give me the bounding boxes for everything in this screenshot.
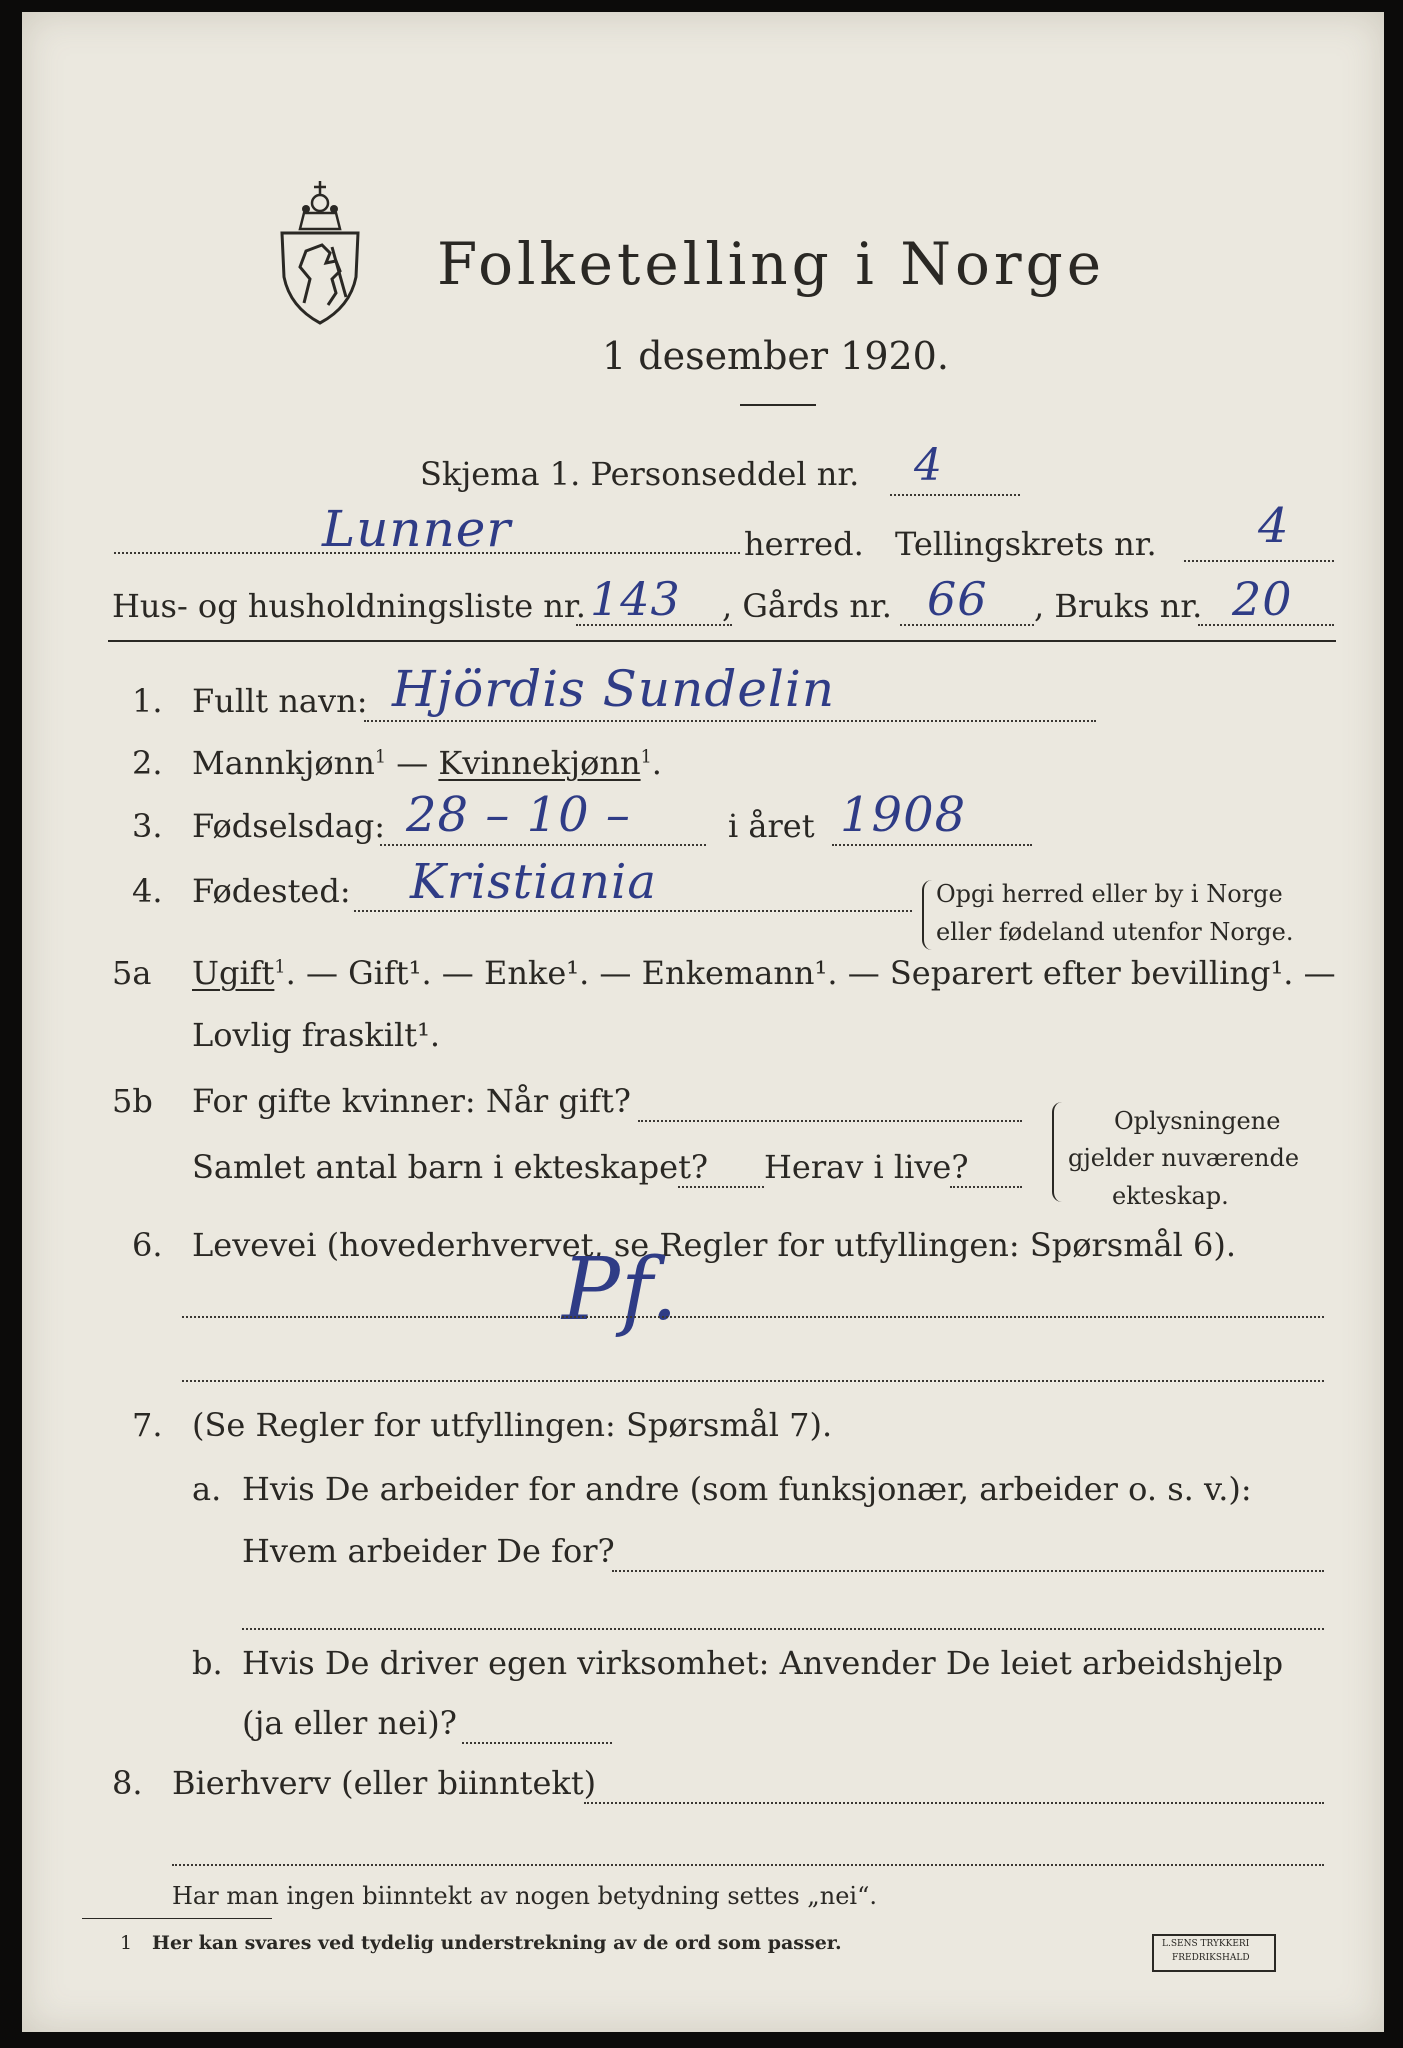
q7a-letter: a. xyxy=(192,1470,222,1508)
q5a-other-options: . — Gift¹. — Enke¹. — Enkemann¹. — Separert efter bevilling¹. — xyxy=(285,954,1336,992)
q4-label: Fødested: xyxy=(192,872,351,910)
header-rule xyxy=(108,640,1336,642)
q2-sex-options xyxy=(192,744,662,782)
gards-value: 66 xyxy=(927,572,988,626)
q4-note-line1: Opgi herred eller by i Norge xyxy=(936,880,1283,908)
gards-label: , Gårds nr. xyxy=(722,587,892,625)
q1-full-name-value: Hjördis Sundelin xyxy=(392,660,836,718)
q5a-number: 5a xyxy=(112,954,152,992)
q3-year-value: 1908 xyxy=(840,787,967,843)
printer-stamp-line1: L.SENS TRYKKERI xyxy=(1162,1939,1250,1949)
krets-value: 4 xyxy=(1258,498,1290,554)
q5a-ugift-underlined: Ugift xyxy=(192,954,275,992)
q5a-line2: Lovlig fraskilt¹. xyxy=(192,1016,441,1054)
q5a-marital-options xyxy=(192,954,1336,992)
q5b-line2: Samlet antal barn i ekteskapet? xyxy=(192,1148,709,1186)
q3-label: Fødselsdag: xyxy=(192,807,386,845)
q7a-field-line-1 xyxy=(612,1570,1324,1572)
hus-value: 143 xyxy=(590,572,681,626)
q3-number: 3. xyxy=(132,807,163,845)
q3-date-field-line xyxy=(380,844,706,846)
form-title: Folketelling i Norge xyxy=(437,230,1106,298)
q3-year-label: i året xyxy=(728,807,815,845)
q5b-children-field-line xyxy=(678,1186,764,1188)
q7a-field-line-2 xyxy=(242,1628,1324,1630)
q4-number: 4. xyxy=(132,872,163,910)
q7-label: (Se Regler for utfyllingen: Spørsmål 7). xyxy=(192,1406,833,1444)
q8-field-line-2 xyxy=(172,1864,1324,1866)
q7-number: 7. xyxy=(132,1406,163,1444)
printer-stamp xyxy=(1152,1934,1276,1972)
footnote-rule xyxy=(82,1918,272,1919)
q2-male-option: Mannkjønn xyxy=(192,744,375,782)
q2-number: 2. xyxy=(132,744,163,782)
q5b-note-brace xyxy=(1052,1102,1064,1202)
q2-female-option-underlined: Kvinnekjønn xyxy=(438,744,641,782)
q2-separator: — xyxy=(386,744,439,782)
q8-field-line-1 xyxy=(584,1802,1324,1804)
q3-birthdate-value: 28 – 10 – xyxy=(406,787,631,843)
printer-stamp-line2: FREDRIKSHALD xyxy=(1172,1953,1250,1963)
q5b-alive-field-line xyxy=(950,1186,1022,1188)
footnote-mark: 1 xyxy=(120,1932,133,1954)
q6-field-line-1 xyxy=(182,1316,1324,1318)
q8-number: 8. xyxy=(112,1764,143,1802)
q6-label: Levevei (hovederhvervet, se Regler for utfyllingen: Spørsmål 6). xyxy=(192,1226,1237,1264)
q1-label: Fullt navn: xyxy=(192,682,368,720)
footnote-text: Her kan svares ved tydelig understrekning av de ord som passer. xyxy=(152,1932,842,1954)
q7b-line2: (ja eller nei)? xyxy=(242,1704,457,1742)
q5b-note-line2: gjelder nuværende xyxy=(1068,1144,1300,1172)
coat-of-arms-icon xyxy=(270,167,370,327)
q1-field-line xyxy=(364,720,1096,722)
q6-occupation-value: Pf. xyxy=(562,1240,679,1340)
q5b-line1: For gifte kvinner: Når gift? xyxy=(192,1082,631,1120)
q5b-married-field-line xyxy=(638,1120,1022,1122)
hus-label: Hus- og husholdningsliste nr. xyxy=(112,587,586,625)
q2-female-footnote-mark: 1 xyxy=(640,747,652,768)
q4-field-line xyxy=(354,910,912,912)
q5a-ugift-footnote-mark: 1 xyxy=(274,957,286,978)
q5b-note-line1: Oplysningene xyxy=(1114,1107,1281,1135)
q7b-letter: b. xyxy=(192,1644,223,1682)
q7b-field-line xyxy=(462,1742,612,1744)
census-date: 1 desember 1920. xyxy=(602,334,949,378)
q3-year-field-line xyxy=(832,844,1032,846)
census-form xyxy=(22,12,1384,2032)
q7b-line1: Hvis De driver egen virksomhet: Anvender De leiet arbeidshjelp xyxy=(242,1644,1284,1682)
skjema-label: Skjema 1. Personseddel nr. xyxy=(420,455,860,493)
q5b-note-line3: ekteskap. xyxy=(1112,1182,1229,1210)
personseddel-value: 4 xyxy=(914,440,943,491)
q4-birthplace-value: Kristiania xyxy=(410,854,657,910)
q8-label: Bierhverv (eller biinntekt) xyxy=(172,1764,597,1802)
q4-note-brace xyxy=(922,880,932,950)
title-divider xyxy=(740,404,816,406)
herred-label: herred. xyxy=(744,525,864,563)
q5b-herav-label: Herav i live? xyxy=(764,1148,969,1186)
q1-number: 1. xyxy=(132,682,163,720)
bruks-value: 20 xyxy=(1232,572,1293,626)
q7a-line1: Hvis De arbeider for andre (som funksjonær, arbeider o. s. v.): xyxy=(242,1470,1252,1508)
q5b-number: 5b xyxy=(112,1082,153,1120)
municipality-value: Lunner xyxy=(322,500,512,558)
bruks-label: , Bruks nr. xyxy=(1034,587,1203,625)
q2-male-footnote-mark: 1 xyxy=(374,747,387,768)
krets-field-line xyxy=(1184,560,1334,562)
q7a-line2: Hvem arbeider De for? xyxy=(242,1532,615,1570)
q4-note-line2: eller fødeland utenfor Norge. xyxy=(936,918,1294,946)
q8-note: Har man ingen biinntekt av nogen betydning settes „nei“. xyxy=(172,1882,877,1910)
personseddel-field-line xyxy=(890,494,1020,496)
q6-field-line-2 xyxy=(182,1380,1324,1382)
q6-number: 6. xyxy=(132,1226,163,1264)
krets-label: Tellingskrets nr. xyxy=(895,525,1157,563)
q2-end: . xyxy=(651,744,662,782)
